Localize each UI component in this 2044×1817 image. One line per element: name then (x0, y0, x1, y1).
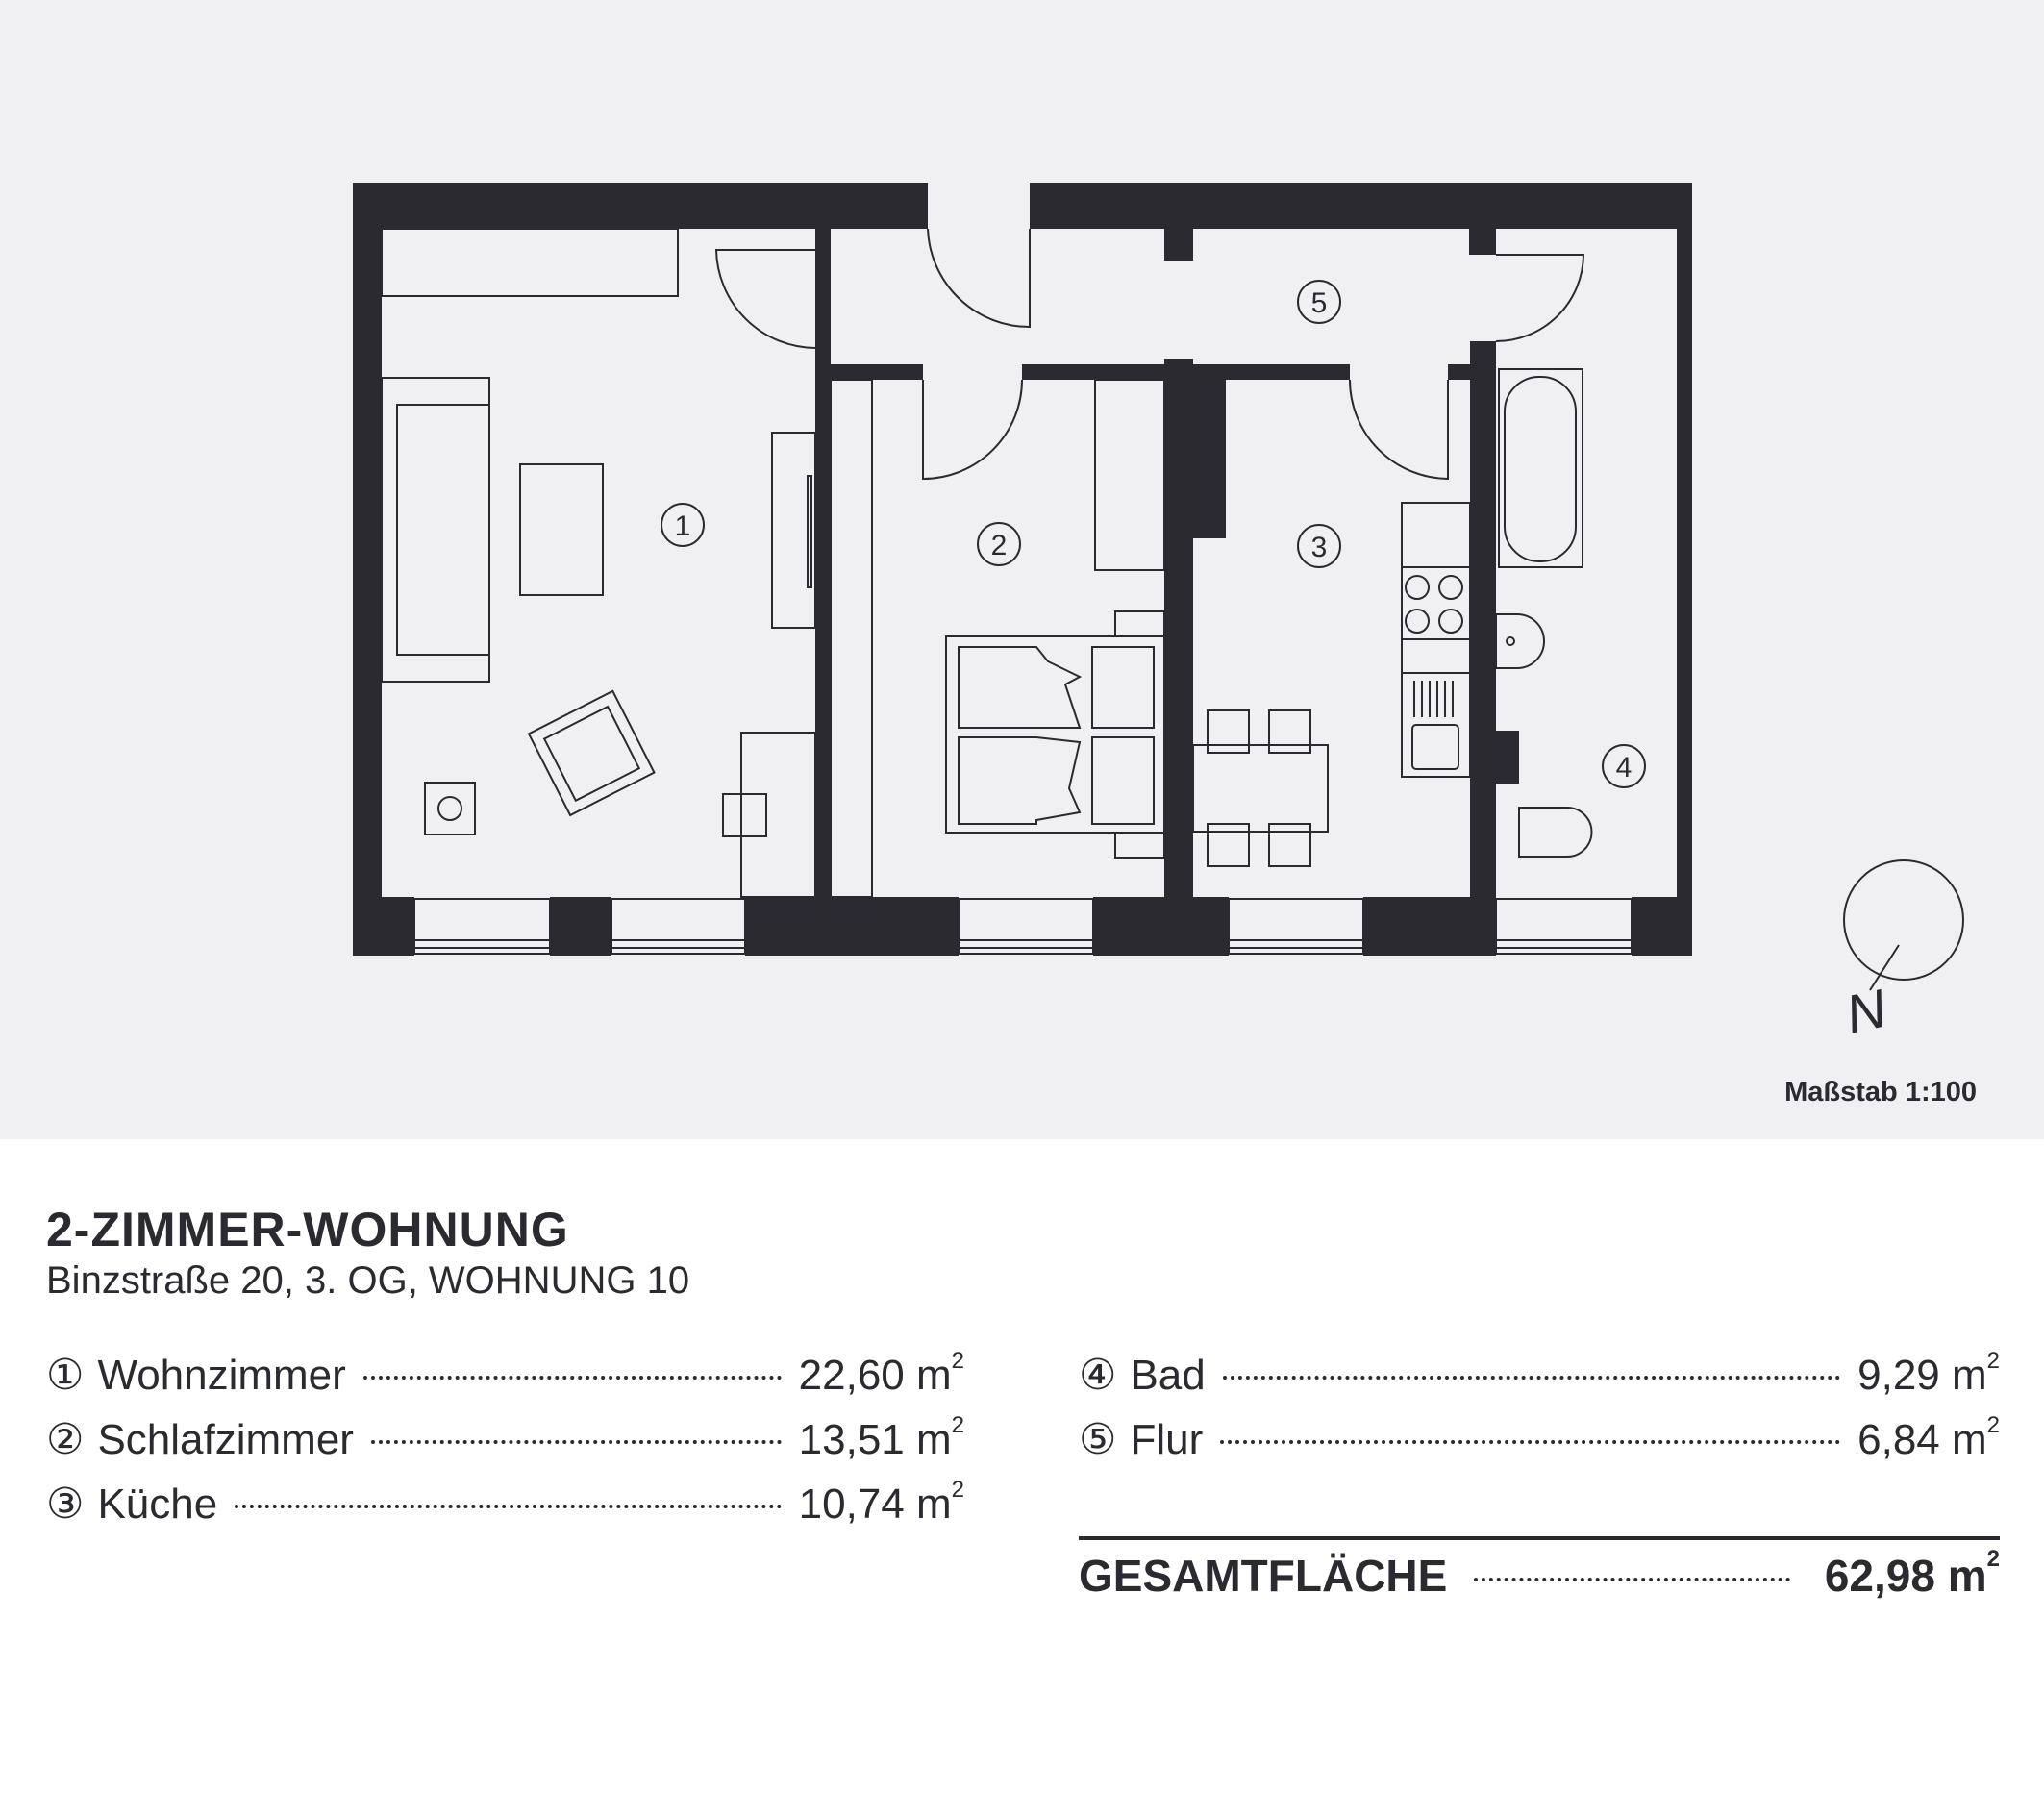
scale-label: Maßstab 1:100 (1784, 1077, 1977, 1108)
total-label: GESAMTFLÄCHE (1079, 1551, 1448, 1601)
furniture (382, 229, 1592, 897)
total-divider (1079, 1536, 2000, 1540)
area-row-bad: ④ Bad 9,29 $m^2$ (1079, 1348, 2000, 1399)
room-label-2: 2 (990, 530, 1008, 561)
doors (716, 229, 1583, 479)
area-row-schlafzimmer: ② Schlafzimmer 13,51 $m^2$ (46, 1412, 964, 1463)
room-label-5: 5 (1310, 287, 1328, 319)
address-subtitle: Binzstraße 20, 3. OG, WOHNUNG 10 (46, 1259, 690, 1302)
room-label-3: 3 (1310, 532, 1328, 563)
room-label-1: 1 (674, 510, 691, 542)
room-label-4: 4 (1615, 752, 1633, 784)
north-label: N (1840, 977, 1892, 1045)
room-area-list-right (1079, 1348, 2000, 1480)
area-row-kueche: ③ Küche 10,74 $m^2$ (46, 1477, 964, 1528)
north-arrow-icon (1844, 860, 1963, 990)
walls (353, 183, 1692, 956)
page-title: 2-ZIMMER-WOHNUNG (46, 1203, 569, 1257)
area-row-flur: ⑤ Flur 6,84 $m^2$ (1079, 1412, 2000, 1463)
area-row-wohnzimmer: ① Wohnzimmer 22,60 $m^2$ (46, 1348, 964, 1399)
room-area-list-left (46, 1348, 964, 1544)
total-area-row (1079, 1546, 2000, 1602)
total-value: 62,98 $m^2$ (1824, 1546, 2000, 1601)
